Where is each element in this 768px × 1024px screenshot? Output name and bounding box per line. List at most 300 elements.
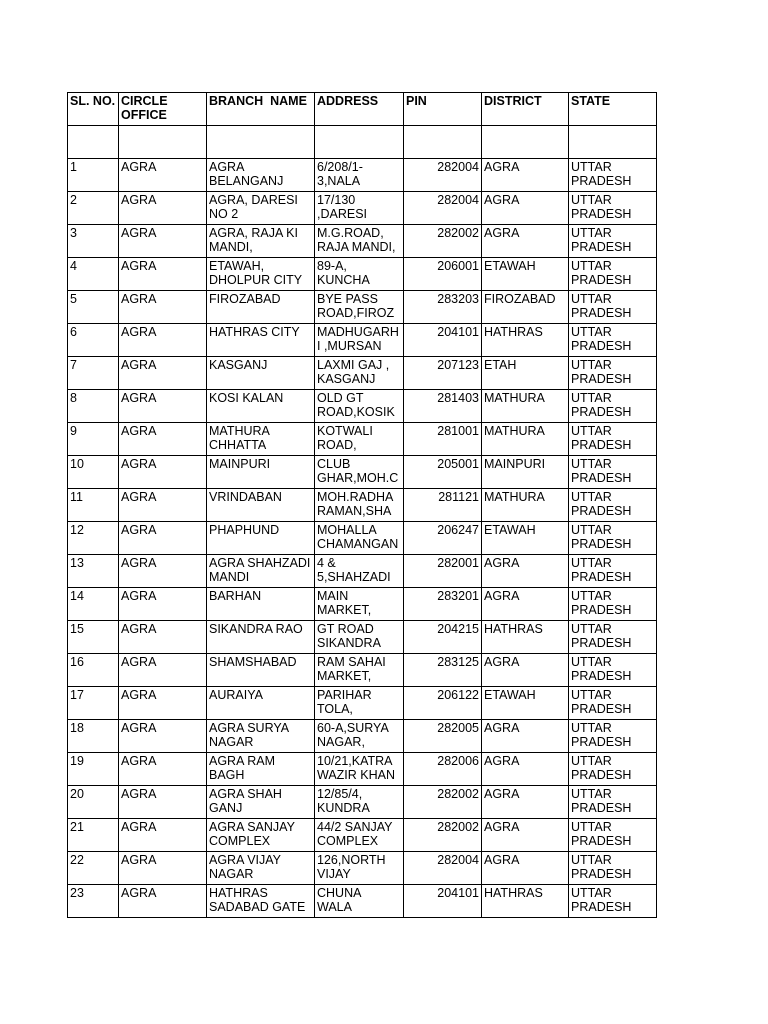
branch-name-cell-line: COMPLEX	[209, 834, 271, 848]
branch-name-cell-line: AGRA	[209, 160, 245, 174]
sl-no-cell: 17	[68, 687, 119, 720]
address-cell-line: NAGAR,	[317, 735, 365, 749]
branch-name-cell-line: MATHURA	[209, 424, 270, 438]
state-cell-line: UTTAR	[571, 787, 612, 801]
address-cell	[315, 423, 404, 456]
state-cell	[569, 192, 657, 225]
table-row	[68, 555, 657, 588]
address-cell-line: TOLA,	[317, 702, 353, 716]
sl-no-cell: 22	[68, 852, 119, 885]
district-cell: ETAWAH	[482, 522, 569, 555]
sl-no-cell: 9	[68, 423, 119, 456]
state-cell	[569, 456, 657, 489]
state-cell	[569, 720, 657, 753]
branch-name-cell-line: MANDI,	[209, 240, 253, 254]
circle-office-cell: AGRA	[119, 522, 207, 555]
state-cell-line: UTTAR	[571, 820, 612, 834]
state-cell	[569, 588, 657, 621]
district-cell: AGRA	[482, 720, 569, 753]
state-cell-line: UTTAR	[571, 292, 612, 306]
table-row	[68, 588, 657, 621]
table-row	[68, 819, 657, 852]
address-cell	[315, 753, 404, 786]
address-cell-line: ROAD,FIROZ	[317, 306, 395, 320]
header-circle-office	[119, 93, 207, 126]
sl-no-cell: 6	[68, 324, 119, 357]
address-cell	[315, 786, 404, 819]
sl-no-cell: 8	[68, 390, 119, 423]
pin-cell: 282001	[404, 555, 482, 588]
sl-no-cell: 20	[68, 786, 119, 819]
address-cell-line: OLD GT	[317, 391, 364, 405]
circle-office-cell: AGRA	[119, 588, 207, 621]
blank-cell	[315, 126, 404, 159]
address-cell-line: COMPLEX	[317, 834, 379, 848]
address-cell	[315, 192, 404, 225]
header-row	[68, 93, 657, 126]
district-cell: AGRA	[482, 159, 569, 192]
table-row	[68, 720, 657, 753]
branch-name-cell	[207, 291, 315, 324]
sl-no-cell: 7	[68, 357, 119, 390]
state-cell-line: UTTAR	[571, 688, 612, 702]
branch-name-cell-line: SADABAD GATE	[209, 900, 306, 914]
branch-name-cell-line: BARHAN	[209, 589, 262, 603]
blank-row	[68, 126, 657, 159]
blank-cell	[404, 126, 482, 159]
state-cell-line: PRADESH	[571, 273, 632, 287]
address-cell-line: I ,MURSAN	[317, 339, 382, 353]
address-cell-line: RAM SAHAI	[317, 655, 386, 669]
header-address: ADDRESS	[315, 93, 404, 126]
pin-cell: 282002	[404, 225, 482, 258]
address-cell-line: KUNCHA	[317, 273, 370, 287]
address-cell-line: PARIHAR	[317, 688, 372, 702]
state-cell	[569, 687, 657, 720]
circle-office-cell: AGRA	[119, 555, 207, 588]
state-cell	[569, 555, 657, 588]
branch-name-cell	[207, 423, 315, 456]
pin-cell: 204101	[404, 885, 482, 918]
state-cell-line: PRADESH	[571, 174, 632, 188]
state-cell	[569, 786, 657, 819]
branch-name-cell-line: GANJ	[209, 801, 243, 815]
address-cell-line: WAZIR KHAN	[317, 768, 396, 782]
branch-name-cell	[207, 489, 315, 522]
address-cell-line: 10/21,KATRA	[317, 754, 393, 768]
state-cell-line: UTTAR	[571, 490, 612, 504]
sl-no-cell: 4	[68, 258, 119, 291]
district-cell: AGRA	[482, 654, 569, 687]
blank-cell	[68, 126, 119, 159]
branch-name-cell-line: AGRA, RAJA KI	[209, 226, 298, 240]
state-cell	[569, 291, 657, 324]
pin-cell: 282005	[404, 720, 482, 753]
sl-no-cell: 10	[68, 456, 119, 489]
branch-name-cell-line: SHAMSHABAD	[209, 655, 297, 669]
address-cell	[315, 390, 404, 423]
address-cell	[315, 291, 404, 324]
branch-name-cell-line: BELANGANJ	[209, 174, 284, 188]
address-cell	[315, 555, 404, 588]
pin-cell: 283203	[404, 291, 482, 324]
address-cell-line: MADHUGARH	[317, 325, 399, 339]
branch-name-cell-line: KASGANJ	[209, 358, 268, 372]
branch-name-cell-line: SIKANDRA RAO	[209, 622, 303, 636]
pin-cell: 282002	[404, 819, 482, 852]
sl-no-cell: 16	[68, 654, 119, 687]
state-cell	[569, 522, 657, 555]
circle-office-cell: AGRA	[119, 291, 207, 324]
address-cell	[315, 225, 404, 258]
table-row	[68, 489, 657, 522]
address-cell-line: KOTWALI	[317, 424, 373, 438]
state-cell-line: UTTAR	[571, 589, 612, 603]
address-cell-line: KASGANJ	[317, 372, 376, 386]
table-row	[68, 192, 657, 225]
state-cell-line: PRADESH	[571, 504, 632, 518]
circle-office-cell: AGRA	[119, 786, 207, 819]
branch-name-cell	[207, 522, 315, 555]
district-cell: AGRA	[482, 786, 569, 819]
pin-cell: 282006	[404, 753, 482, 786]
branch-name-cell	[207, 654, 315, 687]
state-cell-line: UTTAR	[571, 259, 612, 273]
state-cell-line: UTTAR	[571, 886, 612, 900]
state-cell-line: PRADESH	[571, 636, 632, 650]
address-cell	[315, 687, 404, 720]
state-cell	[569, 489, 657, 522]
address-cell	[315, 852, 404, 885]
table-row	[68, 324, 657, 357]
address-cell-line: 12/85/4,	[317, 787, 363, 801]
address-cell	[315, 159, 404, 192]
district-cell: AGRA	[482, 852, 569, 885]
state-cell-line: PRADESH	[571, 669, 632, 683]
state-cell-line: PRADESH	[571, 537, 632, 551]
state-cell-line: UTTAR	[571, 457, 612, 471]
district-cell: MATHURA	[482, 390, 569, 423]
blank-cell	[119, 126, 207, 159]
branch-name-cell	[207, 258, 315, 291]
header-sl-no: SL. NO.	[68, 93, 119, 126]
sl-no-cell: 21	[68, 819, 119, 852]
district-cell: AGRA	[482, 225, 569, 258]
sl-no-cell: 5	[68, 291, 119, 324]
state-cell-line: PRADESH	[571, 240, 632, 254]
address-cell	[315, 885, 404, 918]
table-row	[68, 291, 657, 324]
address-cell-line: ,DARESI	[317, 207, 368, 221]
address-cell	[315, 357, 404, 390]
address-cell-line: MOHALLA	[317, 523, 377, 537]
address-cell	[315, 522, 404, 555]
branch-name-cell	[207, 357, 315, 390]
address-cell-line: 17/130	[317, 193, 356, 207]
branch-name-cell-line: AURAIYA	[209, 688, 263, 702]
state-cell	[569, 159, 657, 192]
circle-office-cell: AGRA	[119, 621, 207, 654]
state-cell-line: PRADESH	[571, 735, 632, 749]
address-cell-line: GT ROAD	[317, 622, 374, 636]
state-cell-line: UTTAR	[571, 325, 612, 339]
sl-no-cell: 3	[68, 225, 119, 258]
header-state: STATE	[569, 93, 657, 126]
branch-name-cell-line: NAGAR	[209, 867, 254, 881]
state-cell-line: PRADESH	[571, 801, 632, 815]
branch-name-cell	[207, 456, 315, 489]
branch-name-cell-line: FIROZABAD	[209, 292, 281, 306]
state-cell	[569, 390, 657, 423]
address-cell-line: KUNDRA	[317, 801, 370, 815]
state-cell	[569, 852, 657, 885]
pin-cell: 282004	[404, 192, 482, 225]
address-cell-line: RAJA MANDI,	[317, 240, 396, 254]
branch-name-cell-line: NO 2	[209, 207, 239, 221]
address-cell-line: LAXMI GAJ ,	[317, 358, 390, 372]
state-cell	[569, 225, 657, 258]
sl-no-cell: 12	[68, 522, 119, 555]
state-cell-line: UTTAR	[571, 853, 612, 867]
sl-no-cell: 13	[68, 555, 119, 588]
district-cell: HATHRAS	[482, 885, 569, 918]
state-cell-line: PRADESH	[571, 570, 632, 584]
branch-name-cell-line: PHAPHUND	[209, 523, 280, 537]
branch-name-cell-line: BAGH	[209, 768, 245, 782]
table-row	[68, 456, 657, 489]
district-cell: AGRA	[482, 753, 569, 786]
state-cell	[569, 324, 657, 357]
address-cell	[315, 258, 404, 291]
address-cell-line: 5,SHAHZADI	[317, 570, 391, 584]
address-cell	[315, 621, 404, 654]
branch-name-cell	[207, 324, 315, 357]
state-cell	[569, 423, 657, 456]
branch-name-cell	[207, 786, 315, 819]
sl-no-cell: 18	[68, 720, 119, 753]
branch-name-cell	[207, 621, 315, 654]
district-cell: AGRA	[482, 819, 569, 852]
district-cell: HATHRAS	[482, 324, 569, 357]
branch-name-cell-line: ETAWAH,	[209, 259, 265, 273]
table-row	[68, 225, 657, 258]
address-cell	[315, 588, 404, 621]
branch-name-cell-line: KOSI KALAN	[209, 391, 284, 405]
state-cell-line: PRADESH	[571, 372, 632, 386]
address-cell-line: M.G.ROAD,	[317, 226, 384, 240]
table-row	[68, 852, 657, 885]
pin-cell: 283201	[404, 588, 482, 621]
pin-cell: 204101	[404, 324, 482, 357]
branch-name-cell-line: HATHRAS	[209, 886, 268, 900]
district-cell: HATHRAS	[482, 621, 569, 654]
state-cell-line: UTTAR	[571, 358, 612, 372]
address-cell	[315, 324, 404, 357]
address-cell	[315, 819, 404, 852]
branch-name-cell-line: HATHRAS CITY	[209, 325, 300, 339]
address-cell-line: 89-A,	[317, 259, 347, 273]
state-cell-line: UTTAR	[571, 556, 612, 570]
branch-name-cell-line: NAGAR	[209, 735, 254, 749]
address-cell-line: GHAR,MOH.C	[317, 471, 399, 485]
state-cell-line: UTTAR	[571, 523, 612, 537]
branch-name-cell-line: AGRA SHAH	[209, 787, 282, 801]
address-cell-line: CHAMANGAN	[317, 537, 399, 551]
address-cell-line: RAMAN,SHA	[317, 504, 392, 518]
address-cell-line: 126,NORTH	[317, 853, 386, 867]
branch-name-cell-line: AGRA SANJAY	[209, 820, 295, 834]
address-cell-line: MARKET,	[317, 603, 372, 617]
district-cell: MATHURA	[482, 489, 569, 522]
pin-cell: 281001	[404, 423, 482, 456]
district-cell: AGRA	[482, 192, 569, 225]
branch-name-cell	[207, 555, 315, 588]
branch-name-cell-line: CHHATTA	[209, 438, 267, 452]
address-cell-line: VIJAY	[317, 867, 351, 881]
state-cell	[569, 753, 657, 786]
circle-office-cell: AGRA	[119, 225, 207, 258]
branch-name-cell-line: AGRA RAM	[209, 754, 275, 768]
district-cell: AGRA	[482, 555, 569, 588]
header-district: DISTRICT	[482, 93, 569, 126]
state-cell-line: UTTAR	[571, 160, 612, 174]
branch-name-cell-line: VRINDABAN	[209, 490, 282, 504]
table-body	[68, 126, 657, 918]
district-cell: MATHURA	[482, 423, 569, 456]
pin-cell: 281403	[404, 390, 482, 423]
table-row	[68, 885, 657, 918]
branch-name-cell	[207, 852, 315, 885]
circle-office-cell: AGRA	[119, 192, 207, 225]
circle-office-cell: AGRA	[119, 720, 207, 753]
address-cell-line: CLUB	[317, 457, 351, 471]
state-cell-line: PRADESH	[571, 471, 632, 485]
district-cell: ETAWAH	[482, 258, 569, 291]
district-cell: ETAH	[482, 357, 569, 390]
branch-name-cell	[207, 687, 315, 720]
state-cell-line: PRADESH	[571, 306, 632, 320]
pin-cell: 206122	[404, 687, 482, 720]
state-cell-line: PRADESH	[571, 867, 632, 881]
circle-office-cell: AGRA	[119, 819, 207, 852]
branch-name-cell	[207, 819, 315, 852]
branch-name-cell	[207, 753, 315, 786]
address-cell-line: 6/208/1-	[317, 160, 363, 174]
state-cell	[569, 654, 657, 687]
address-cell-line: MARKET,	[317, 669, 372, 683]
state-cell	[569, 258, 657, 291]
sl-no-cell: 15	[68, 621, 119, 654]
table-row	[68, 423, 657, 456]
pin-cell: 206247	[404, 522, 482, 555]
branch-name-cell	[207, 885, 315, 918]
circle-office-cell: AGRA	[119, 357, 207, 390]
circle-office-cell: AGRA	[119, 390, 207, 423]
branch-name-cell	[207, 720, 315, 753]
table-row	[68, 621, 657, 654]
address-cell-line: MOH.RADHA	[317, 490, 394, 504]
address-cell-line: 3,NALA	[317, 174, 361, 188]
pin-cell: 207123	[404, 357, 482, 390]
state-cell-line: UTTAR	[571, 754, 612, 768]
sl-no-cell: 11	[68, 489, 119, 522]
blank-cell	[569, 126, 657, 159]
state-cell-line: PRADESH	[571, 834, 632, 848]
circle-office-cell: AGRA	[119, 852, 207, 885]
state-cell	[569, 357, 657, 390]
state-cell	[569, 885, 657, 918]
state-cell-line: UTTAR	[571, 391, 612, 405]
branch-name-cell	[207, 159, 315, 192]
sl-no-cell: 19	[68, 753, 119, 786]
address-cell	[315, 654, 404, 687]
circle-office-cell: AGRA	[119, 456, 207, 489]
branch-name-cell-line: MANDI	[209, 570, 250, 584]
pin-cell: 282002	[404, 786, 482, 819]
state-cell-line: PRADESH	[571, 702, 632, 716]
table-row	[68, 390, 657, 423]
branch-name-cell-line: AGRA VIJAY	[209, 853, 282, 867]
district-cell: FIROZABAD	[482, 291, 569, 324]
state-cell-line: PRADESH	[571, 339, 632, 353]
table-row	[68, 753, 657, 786]
circle-office-cell: AGRA	[119, 885, 207, 918]
sl-no-cell: 1	[68, 159, 119, 192]
blank-cell	[207, 126, 315, 159]
district-cell: ETAWAH	[482, 687, 569, 720]
address-cell	[315, 456, 404, 489]
address-cell	[315, 489, 404, 522]
state-cell-line: UTTAR	[571, 424, 612, 438]
pin-cell: 206001	[404, 258, 482, 291]
address-cell-line: 60-A,SURYA	[317, 721, 389, 735]
state-cell-line: PRADESH	[571, 768, 632, 782]
header-pin: PIN	[404, 93, 482, 126]
circle-office-cell: AGRA	[119, 159, 207, 192]
state-cell-line: PRADESH	[571, 438, 632, 452]
branch-name-cell-line: MAINPURI	[209, 457, 271, 471]
branch-name-cell	[207, 390, 315, 423]
circle-office-cell: AGRA	[119, 489, 207, 522]
pin-cell: 204215	[404, 621, 482, 654]
address-cell-line: WALA	[317, 900, 352, 914]
sl-no-cell: 2	[68, 192, 119, 225]
state-cell-line: PRADESH	[571, 405, 632, 419]
state-cell-line: UTTAR	[571, 655, 612, 669]
state-cell-line: UTTAR	[571, 721, 612, 735]
address-cell-line: MAIN	[317, 589, 349, 603]
circle-office-cell: AGRA	[119, 654, 207, 687]
address-cell-line: 4 &	[317, 556, 336, 570]
table-row	[68, 654, 657, 687]
pin-cell: 282004	[404, 852, 482, 885]
header-branch-name: BRANCH NAME	[207, 93, 315, 126]
address-cell-line: CHUNA	[317, 886, 362, 900]
table-row	[68, 159, 657, 192]
address-cell	[315, 720, 404, 753]
state-cell-line: PRADESH	[571, 900, 632, 914]
table-row	[68, 687, 657, 720]
pin-cell: 283125	[404, 654, 482, 687]
branch-name-cell-line: AGRA SHAHZADI	[209, 556, 311, 570]
address-cell-line: ROAD,KOSIK	[317, 405, 395, 419]
sl-no-cell: 14	[68, 588, 119, 621]
pin-cell: 281121	[404, 489, 482, 522]
table-row	[68, 786, 657, 819]
branch-name-cell-line: DHOLPUR CITY	[209, 273, 303, 287]
branch-table	[67, 92, 657, 918]
state-cell-line: UTTAR	[571, 193, 612, 207]
